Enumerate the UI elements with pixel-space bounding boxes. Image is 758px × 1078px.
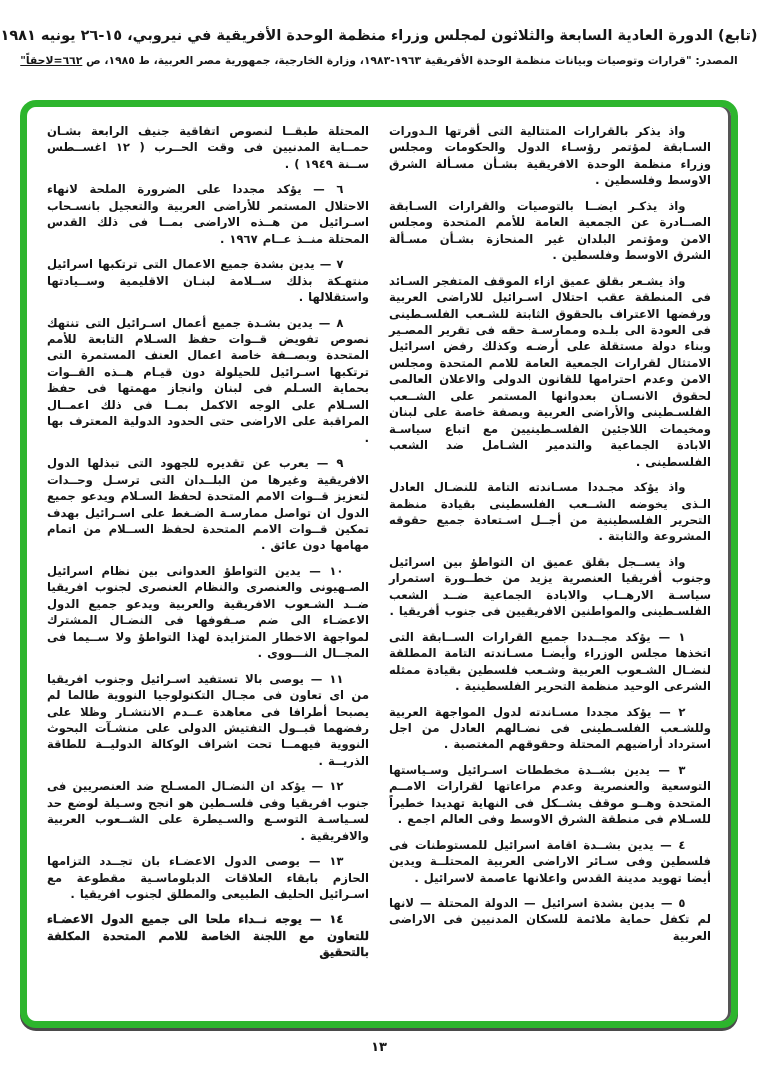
paragraph-preamble-4: واذ يؤكد مجـددا مسـاندته التامة للنضـال العادل الـذى يخوضه الشــعب الفلسطينى بقيادة منظمة التحرير الفلسطينية من أجــل اسـتعادة جميع حقوقه المشروعة والثابتة . <box>389 480 711 544</box>
page-header <box>0 0 758 67</box>
paragraph-item-2: ٢ — يؤكد مجددا مسـاندته لدول المواجهة العربية وللشـعب الفلسـطينى فى نضـالهم العادل من اجل استرداد أراضيهم المحتلة وحقوقهم المغتصبة . <box>389 704 711 752</box>
paragraph-item-8: ٨ — يدين بشـدة جميع أعمال اسـرائيل التى تنتهك نصوص تفويض قــوات حفظ السـلام التابعة للأمم المتحدة وبصــفة خاصة اعمال العنف المستمرة التى ترتكبها اسـرائيل للحيلولة دون قيـام هــذه القــوات بحماية السـلم فى لبنان وانجاز مهمتها فى حفظ السـلام على الوجه الاكمل بمــا فى ذلك اعمــال المراقبة على الاراضى حتى الحدود الدولية المعترف بها . <box>47 315 369 445</box>
paragraph-item-11: ١١ — يوصى بالا تستفيد اسـرائيل وجنوب افريقيا من اى تعاون فى مجـال التكنولوجيا النووية طالما لم يصبحا أطرافا فى معاهدة عــدم الانتشـار وظلا على رفضهما قبــول التفتيش الدولى على منشـآت البحوث النووية فيهمــا تحت اشراف الوكالة الدوليــة للطاقة الذريــة . <box>47 671 369 768</box>
column-right <box>389 123 711 1011</box>
paragraph-preamble-5: واذ يســجل بقلق عميق ان التواطؤ بين اسرائيل وجنوب أفريقيا العنصرية يزيد من خطــورة استمرار سياسـة الارهــاب والابادة الجماعية ضــد الشعب الفلسـطينى والمواطنين الافريقيين فى جنوب أفريقيا . <box>389 554 711 619</box>
paragraph-item-3: ٣ — يدين بشــدة مخططات اسـرائيل وسـياستها التوسعية والعنصرية وعدم مراعاتها لقرارات الامــم المتحدة وهــو موقف يشــكل فى النهاية تهديدا خطيراً للسـلام فى منطقة الشرق الاوسط وفى العالم اجمع . <box>389 762 711 827</box>
source-line <box>0 54 758 67</box>
paragraph-item-9: ٩ — يعرب عن تقديره للجهود التى تبذلها الدول الافريقية وغيرها من البلــدان التى ترسـل وحــدات لتعزيز قــوات الامم المتحدة لحفظ السـلام ويدعو جميع الدول ان تواصل ممارسـة الضـغط على اسـرائيل بهدف تمكين قــوات الامم المتحدة لحفظ الســلام من اتمام مهامها دون عائق . <box>47 456 369 553</box>
paragraph-item-5: ٥ — يدين بشدة اسرائيل — الدولة المحتلة — لانها لم تكفل حماية ملائمة للسكان المدنيين فى الاراضى العربية <box>389 896 711 943</box>
paragraph-item-1: ١ — يؤكد مجــددا جميع القرارات الســابقة التى اتخذها مجلس الوزراء وأيضـا مسـاندته التامة المطلقة لنضـال الشـعوب العربية وشـعب فلسطين بقيادة ممثله الشرعى الوحيد منظمة التحرير الفلسطينية . <box>389 629 711 694</box>
paragraph-item-12: ١٢ — يؤكد ان النضـال المسـلح ضد العنصريين فى جنوب افريقيا وفى فلسـطين هو انجح وسـيلة لوضع حد لسـياسـة التوسـع والسـيطرة على الشــعوب العربية والافريقية . <box>47 779 369 843</box>
column-left <box>47 123 369 1011</box>
paragraph-preamble-3: واذ يشـعر بقلق عميق ازاء الموقف المتفجر السـائد فى المنطقة عقب احتلال اسـرائيل للاراضى العربية ورفضها الاعتراف بالحقوق الثابتة للشـعب الفلسـطينى فى العودة الى بلـده وممارسـة حقه فى تقرير المصـير وبناء دولة مستقلة على أرضـه وكذلك رفض اسرائيل الامتثال لقرارات الجمعية العامة للامم المتحدة ومجلس الامن وعدم احترامها للقانون الدولى والاعلان العالمى لحقوق الانسـان بعدوانها المستمر على الشــعب الفلسـطينى والأراضى العربية وبصفة خاصة على لبنان ومخيمات اللاجئين الفلسـطينيين مع اتباع سياسـة الابادة الجماعية والتدمير الشـامل ضد الشعب الفلسطينى . <box>389 273 711 469</box>
paragraph-item-4: ٤ — يدين بشــدة اقامة اسرائيل للمستوطنات فى فلسطين وفى سـائر الاراضى العربية المحتلــة ويدين أيضا تهويد مدينة القدس واعلانها عاصمة لاسرائيل . <box>389 837 711 885</box>
source-text: المصدر: "قرارات وتوصيات وبيانات منظمة الوحدة الأفريقية ١٩٦٣-١٩٨٣، وزارة الخارجية، جمهورية مصر العربية، ط ١٩٨٥، ص <box>82 54 738 68</box>
page-number: ١٣ <box>371 1040 387 1055</box>
paragraph-item-5-continued: المحتلة طبقــا لنصوص اتفاقية جنيف الرابعة بشـان حمــاية المدنيين فى وقت الحــرب ( ١٢ اغســطس ســنة ١٩٤٩ ) . <box>47 124 369 171</box>
paragraph-item-13: ١٣ — يوصى الدول الاعضـاء بان تجــدد التزامها الحازم بابقاء العلاقات الدبلوماسـية مقطوعة مع اسـرائيل الحليف الطبيعى والمطلق لجنوب افريقيا . <box>47 854 369 902</box>
paragraph-item-7: ٧ — يدين بشدة جميع الاعمال التى ترتكبها اسرائيل منتهـكة بذلك ســلامة لبنـان الاقليمية وســيادتها واستقلالها . <box>47 257 369 305</box>
paragraph-preamble-2: واذ يذكـر ايضــا بالتوصيات والقرارات السـابقة الصــادرة عن الجمعية العامة للأمم المتحدة ومجلس الامن ومؤتمر البلدان غير المنحازة بشـأن مسـألة الشرق الاوسط وفلسطين . <box>389 198 711 263</box>
paragraph-item-10: ١٠ — يدين التواطؤ العدوانى بين نظام اسرائيل الصـهيونى والعنصرى والنظام العنصرى لجنوب افريقيا ضــد الشـعوب الافريقية والعربية ويدعو جميع الدول الاعضـاء الى ضم صـفوفها فى النضـال المشترك لمواجهة الاخطار المتزايدة لهذا التواطؤ ولا ســيما فى المجــال النـــووى . <box>47 563 369 661</box>
document-title: (تابع) الدورة العادية السابعة والثلاثون لمجلس وزراء منظمة الوحدة الأفريقية في نيروبي، ١٥-٢٦ يونيه ١٩٨١ <box>0 28 758 44</box>
paragraph-preamble-1: واذ يذكر بالقرارات المتتالية التى أقرتها الـدورات السـابقة لمؤتمر رؤسـاء الدول والحكومات ومجلس وزراء منظمة الوحدة الافريقية بشـأن مسـألة الشرق الاوسط وفلسطين . <box>389 124 711 188</box>
paragraph-item-14: ١٤ — يوجه نــداء ملحا الى جميع الدول الاعضـاء للتعاون مع اللجنة الخاصة للامم المتحدة المكلفة بالتحقيق <box>47 912 369 960</box>
text-columns <box>47 123 711 1011</box>
paragraph-item-6: ٦ — يؤكد مجددا على الضرورة الملحة لانهاء الاحتلال المستمر للأراضى العربية والتعجيل بانسـحاب اسـرائيل من هــذه الاراضى بمــا فى ذلك القدس المحتلة منــذ عــام ١٩٦٧ . <box>47 182 369 246</box>
green-border-frame <box>20 100 738 1028</box>
source-underlined-text: ٦٦٢=لاحقاً" <box>20 54 83 68</box>
